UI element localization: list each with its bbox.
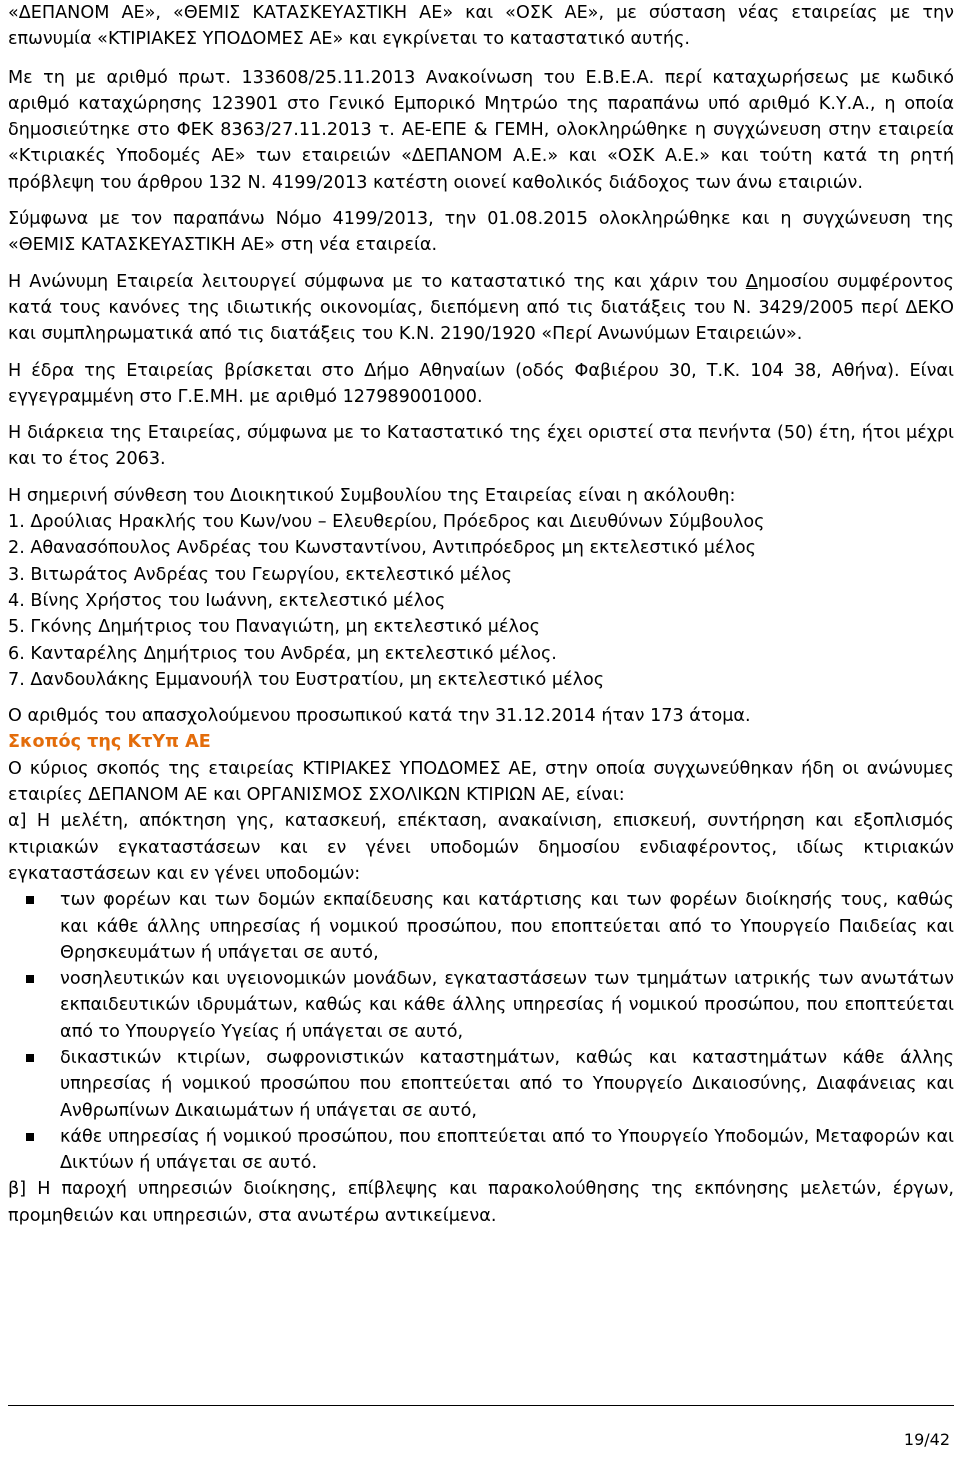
board-member: 7. Δανδουλάκης Εμμανουήλ του Ευστρατίου, μη εκτελεστικό μέλος	[8, 669, 605, 690]
purpose-bullet: των φορέων και των δομών εκπαίδευσης και κατάρτισης και των φορέων διοίκησής τους, καθώς και κάθε άλλης υπηρεσίας ή νομικού προσώπου, που εποπτεύεται από το Υπουργείο Παιδείας και Θρησκευμάτων ή υπάγεται σε αυτό,	[60, 887, 954, 966]
board-member: 3. Βιτωράτος Ανδρέας του Γεωργίου, εκτελεστικό μέλος	[8, 564, 512, 585]
paragraph-purpose-a: α] Η μελέτη, απόκτηση γης, κατασκευή, επέκταση, ανακαίνιση, επισκευή, συντήρηση και εξοπλισμός κτιριακών εγκαταστάσεων και εν γένει υποδομών δημοσίου ενδιαφέροντος, ιδίως κτιριακών εγκαταστάσεων και εν γένει υποδομών:	[8, 811, 954, 884]
legal-status-text-1: Η Ανώνυμη Εταιρεία λειτουργεί σύμφωνα με το καταστατικό της και χάριν του	[8, 271, 746, 292]
paragraph-headquarters: Η έδρα της Εταιρείας βρίσκεται στο Δήμο Αθηναίων (οδός Φαβιέρου 30, Τ.Κ. 104 38, Αθήνα). Είναι εγγεγραμμένη στο Γ.Ε.ΜΗ. με αριθμό 127989001000.	[8, 360, 954, 407]
board-member: 1. Δρούλιας Ηρακλής του Κων/νου – Ελευθερίου, Πρόεδρος και Διευθύνων Σύμβουλος	[8, 512, 765, 533]
purpose-bullet: δικαστικών κτιρίων, σωφρονιστικών καταστημάτων, καθώς και καταστημάτων κάθε άλλης υπηρεσίας ή νομικού προσώπου που εποπτεύεται από το Υπουργείο Δικαιοσύνης, Διαφάνειας και Ανθρωπίνων Δικαιωμάτων ή υπάγεται σε αυτό,	[60, 1045, 954, 1124]
paragraph-registration: Με τη με αριθμό πρωτ. 133608/25.11.2013 Ανακοίνωση του Ε.Β.Ε.Α. περί καταχωρήσεως με κωδικό αριθμό καταχώρησης 123901 στο Γενικό Εμπορικό Μητρώο της παραπάνω υπό αριθμό Κ.Υ.Α., η οποία δημοσιεύτηκε στο ΦΕΚ 8363/27.11.2013 τ. ΑΕ-ΕΠΕ & ΓΕΜΗ, ολοκληρώθηκε η συγχώνευση στην εταιρεία «Κτιριακές Υποδομές ΑΕ» των εταιρειών «ΔΕΠΑΝΟΜ Α.Ε.» και «ΟΣΚ Α.Ε.» και τούτη κατά τη ρητή πρόβλεψη του άρθρου 132 Ν. 4199/2013 κατέστη οιονεί καθολικός διάδοχος των άνω εταιριών.	[8, 67, 954, 193]
legal-status-text-2: ημοσίου συμφέροντος κατά τους κανόνες της ιδιωτικής οικονομίας, διεπόμενη από τις διατάξεις του Ν. 3429/2005 περί ΔΕΚΟ και συμπληρωματικά από τις διατάξεις του Κ.Ν. 2190/1920 «Περί Ανωνύμων Εταιρειών».	[8, 271, 954, 345]
paragraph-staff: Ο αριθμός του απασχολούμενου προσωπικού κατά την 31.12.2014 ήταν 173 άτομα.	[8, 706, 751, 727]
footer-divider	[8, 1405, 954, 1406]
paragraph-merger-intro: «ΔΕΠΑΝΟΜ ΑΕ», «ΘΕΜΙΣ ΚΑΤΑΣΚΕΥΑΣΤΙΚΗ ΑΕ» και «ΟΣΚ ΑΕ», με σύσταση νέας εταιρείας με την επωνυμία «ΚΤΙΡΙΑΚΕΣ ΥΠΟΔΟΜΕΣ ΑΕ» και εγκρίνεται το καταστατικό αυτής.	[8, 3, 954, 50]
document-page	[8, 0, 954, 1229]
board-members-list	[8, 509, 954, 693]
legal-status-underlined: Δ	[745, 271, 758, 292]
board-member: 5. Γκόνης Δημήτριος του Παναγιώτη, μη εκτελεστικό μέλος	[8, 617, 541, 638]
board-intro: Η σημερινή σύνθεση του Διοικητικού Συμβουλίου της Εταιρείας είναι η ακόλουθη:	[8, 485, 736, 506]
purpose-bullet: κάθε υπηρεσίας ή νομικού προσώπου, που εποπτεύεται από το Υπουργείο Υποδομών, Μεταφορών και Δικτύων ή υπάγεται σε αυτό.	[60, 1124, 954, 1177]
paragraph-purpose-b: β] Η παροχή υπηρεσιών διοίκησης, επίβλεψης και παρακολούθησης της εκπόνησης μελετών, έργων, προμηθειών και υπηρεσιών, στα ανωτέρω αντικείμενα.	[8, 1179, 954, 1226]
section-heading: Σκοπός της ΚτΥπ ΑΕ	[8, 732, 211, 753]
board-member: 2. Αθανασόπουλος Ανδρέας του Κωνσταντίνου, Αντιπρόεδρος μη εκτελεστικό μέλος	[8, 538, 756, 559]
paragraph-purpose-intro: Ο κύριος σκοπός της εταιρείας ΚΤΙΡΙΑΚΕΣ ΥΠΟΔΟΜΕΣ ΑΕ, στην οποία συγχωνεύθηκαν ήδη οι ανώνυμες εταιρίες ΔΕΠΑΝΟΜ ΑΕ και ΟΡΓΑΝΙΣΜΟΣ ΣΧΟΛΙΚΩΝ ΚΤΙΡΙΩΝ ΑΕ, είναι:	[8, 758, 954, 806]
paragraph-legal-status	[8, 269, 954, 348]
paragraph-themis-merger: Σύμφωνα με τον παραπάνω Νόμο 4199/2013, την 01.08.2015 ολοκληρώθηκε και η συγχώνευση της «ΘΕΜΙΣ ΚΑΤΑΣΚΕΥΑΣΤΙΚΗ ΑΕ» στη νέα εταιρεία.	[8, 209, 954, 256]
purpose-bullet-list	[8, 887, 954, 1176]
board-member: 4. Βίνης Χρήστος του Ιωάννη, εκτελεστικό μέλος	[8, 590, 446, 611]
paragraph-duration: Η διάρκεια της Εταιρείας, σύμφωνα με το Καταστατικό της έχει οριστεί στα πενήντα (50) έτη, ήτοι μέχρι και το έτος 2063.	[8, 423, 954, 470]
page-number: 19/42	[903, 1430, 950, 1449]
purpose-bullet: νοσηλευτικών και υγειονομικών μονάδων, εγκαταστάσεων των τμημάτων ιατρικής των ανωτάτων εκπαιδευτικών ιδρυμάτων, καθώς και κάθε άλλης υπηρεσίας ή νομικού προσώπου, που εποπτεύεται από το Υπουργείο Υγείας ή υπάγεται σε αυτό,	[60, 966, 954, 1045]
board-member: 6. Κανταρέλης Δημήτριος του Ανδρέα, μη εκτελεστικό μέλος.	[8, 643, 557, 664]
